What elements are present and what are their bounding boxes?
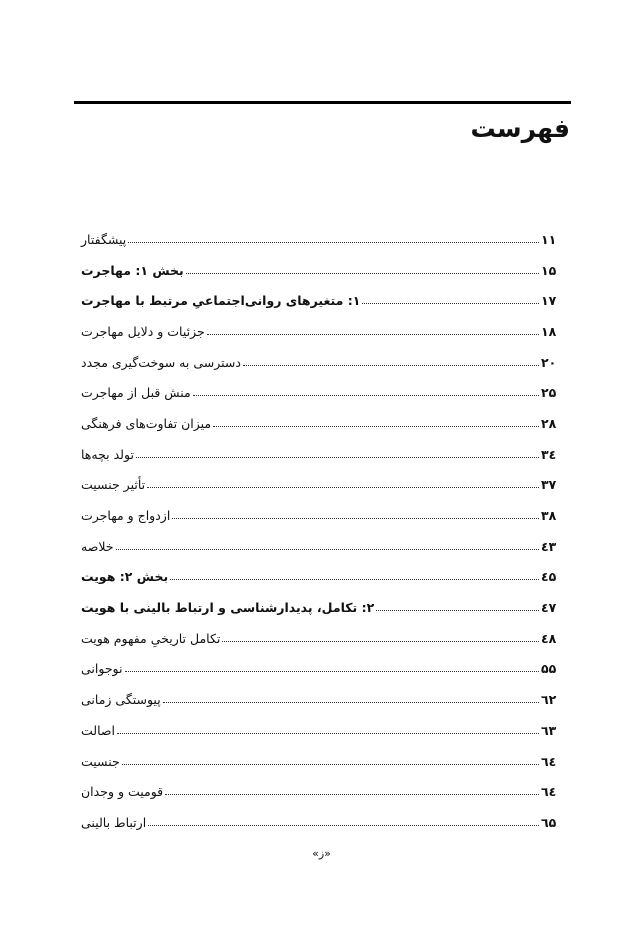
toc-entry-page: ٦۲: [541, 692, 557, 708]
toc-entry-label: خلاصه: [81, 538, 114, 554]
dot-leader: [117, 733, 539, 734]
toc-entry-page: ۳٤: [541, 446, 557, 462]
dot-leader: [213, 426, 539, 427]
dot-leader: [125, 671, 540, 672]
dot-leader: [376, 610, 539, 611]
toc-entry[interactable]: [78, 316, 567, 347]
dot-leader: [128, 242, 539, 243]
toc-entry-label: دسترسی به سوخت‌گیری مجدد: [81, 354, 241, 370]
dot-leader: [222, 641, 539, 642]
dot-leader: [136, 457, 539, 458]
toc-entry-page: ۲۰: [541, 354, 557, 370]
toc-entry-page: ۱۷: [541, 293, 557, 309]
dot-leader: [148, 825, 539, 826]
dot-leader: [147, 487, 539, 488]
toc-entry[interactable]: [78, 592, 567, 623]
toc-entry-label: بخش ۱: مهاجرت: [81, 262, 184, 278]
dot-leader: [165, 794, 539, 795]
toc-entry-label: جنسیت: [81, 753, 120, 769]
toc-entry-label: پیشگفتار: [81, 231, 127, 247]
toc-entry-page: ۵۵: [541, 661, 557, 677]
dot-leader: [170, 579, 539, 580]
toc-entry[interactable]: [78, 654, 567, 685]
dot-leader: [362, 303, 539, 304]
toc-entry-label: اصالت: [81, 722, 115, 738]
page-number-footer: «ز»: [312, 847, 331, 860]
toc-entry-page: ٦٤: [541, 753, 557, 769]
toc-entry-label: ازدواج و مهاجرت: [81, 508, 171, 524]
toc-entry[interactable]: [78, 224, 567, 255]
header-rule: [74, 101, 571, 104]
toc-entry[interactable]: [78, 746, 567, 777]
toc-entry[interactable]: [78, 255, 567, 286]
toc-entry-page: ٤۷: [541, 600, 557, 616]
toc-entry-page: ۲۵: [541, 385, 557, 401]
toc-entry-page: ۱۸: [541, 323, 557, 339]
toc-entry-label: ۱: متغیرهای روانی‌اجتماعیِ مرتبط با مهاجرت: [81, 293, 361, 309]
toc-entry-page: ۱۵: [541, 262, 557, 278]
toc-entry[interactable]: [78, 377, 567, 408]
dot-leader: [243, 365, 539, 366]
toc-entry-page: ٤۸: [541, 630, 557, 646]
toc-entry-page: ۱۱: [541, 231, 557, 247]
toc-entry-page: ۲۸: [541, 415, 557, 431]
toc-entry-label: پیوستگی زمانی: [81, 692, 161, 708]
toc-entry-label: نوجوانی: [81, 661, 123, 677]
toc-entry[interactable]: [78, 776, 567, 807]
toc-entry[interactable]: [78, 470, 567, 501]
toc-entry-page: ٤۳: [541, 538, 557, 554]
dot-leader: [207, 334, 539, 335]
toc-entry[interactable]: [78, 623, 567, 654]
toc-entry[interactable]: [78, 715, 567, 746]
dot-leader: [163, 702, 539, 703]
dot-leader: [122, 764, 539, 765]
toc-entry[interactable]: [78, 531, 567, 562]
toc-entry-label: میزان تفاوت‌های فرهنگی: [81, 415, 212, 431]
toc-entry[interactable]: [78, 347, 567, 378]
dot-leader: [186, 273, 539, 274]
toc-entry-page: ٦٤: [541, 784, 557, 800]
toc-entry-label: تولد بچه‌ها: [81, 446, 134, 462]
toc-entry-label: تأثیر جنسیت: [81, 477, 146, 493]
toc-entry-label: بخش ۲: هویت: [81, 569, 169, 585]
toc-entry[interactable]: [78, 807, 567, 838]
toc-entry[interactable]: [78, 285, 567, 316]
dot-leader: [116, 549, 539, 550]
toc-entry-label: قومیت و وجدان: [81, 784, 164, 800]
toc-entry-page: ٦۵: [541, 814, 557, 830]
toc-entry-page: ۳۸: [541, 508, 557, 524]
page-title: فهرست: [470, 114, 570, 143]
toc-entry-label: ۲: تکامل، پدیدارشناسی و ارتباط بالینی با هویت: [81, 600, 375, 616]
dot-leader: [193, 395, 539, 396]
toc-entry[interactable]: [78, 439, 567, 470]
table-of-contents: [78, 224, 567, 838]
toc-entry[interactable]: [78, 408, 567, 439]
toc-entry-page: ٦۳: [541, 722, 557, 738]
dot-leader: [172, 518, 539, 519]
toc-entry-label: جزئیات و دلایل مهاجرت: [81, 323, 205, 339]
toc-entry-label: ارتباط بالینی: [81, 814, 147, 830]
toc-entry[interactable]: [78, 500, 567, 531]
toc-entry-label: منش قبل از مهاجرت: [81, 385, 191, 401]
toc-entry-label: تکامل تاریخیِ مفهوم هویت: [81, 630, 221, 646]
toc-entry[interactable]: [78, 562, 567, 593]
toc-entry[interactable]: [78, 684, 567, 715]
toc-entry-page: ۳۷: [541, 477, 557, 493]
toc-entry-page: ٤۵: [541, 569, 557, 585]
